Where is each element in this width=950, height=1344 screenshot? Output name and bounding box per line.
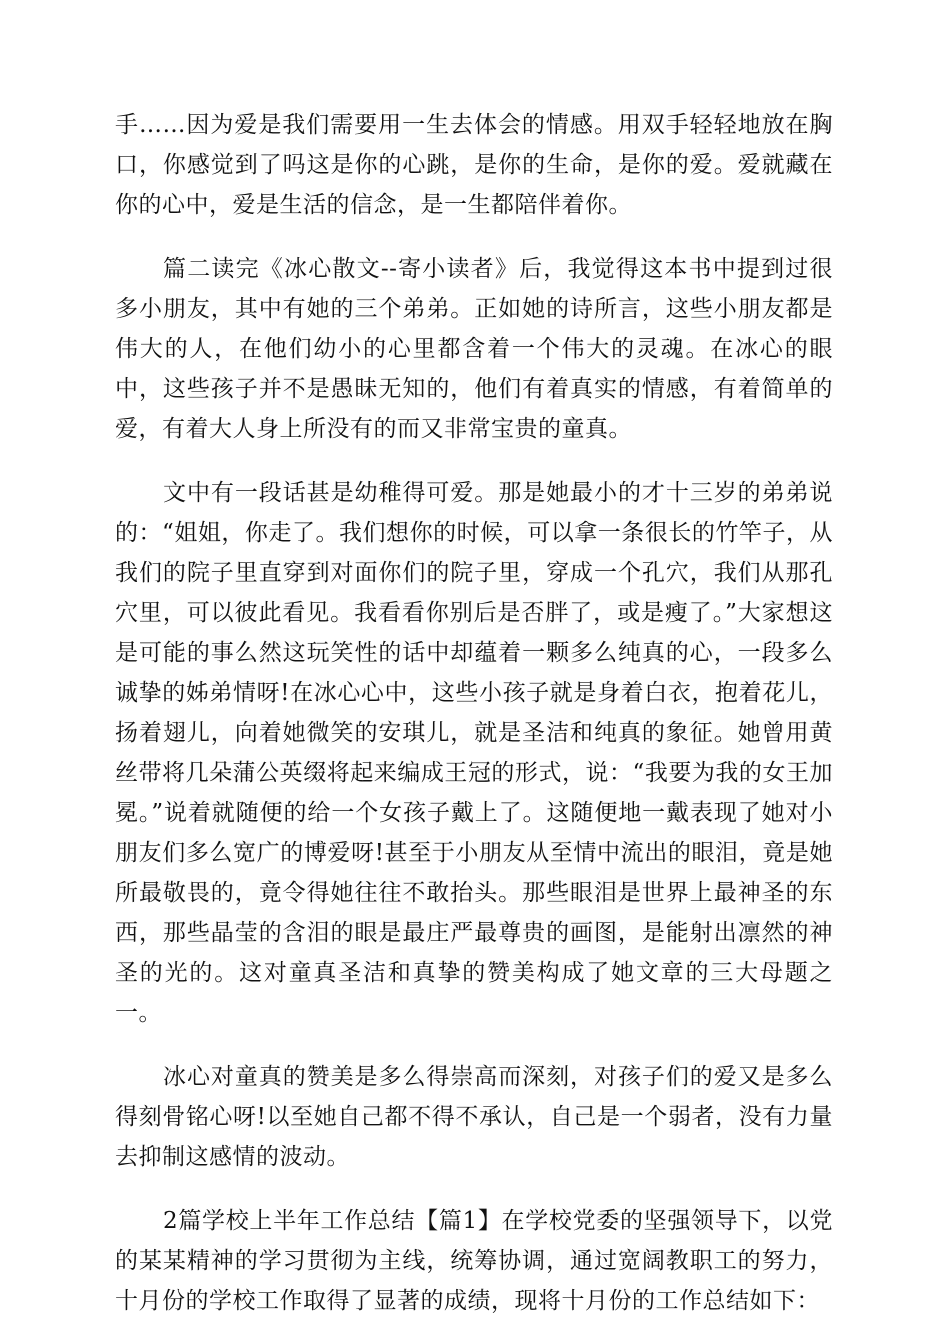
paragraph-quote: 文中有一段话甚是幼稚得可爱。那是她最小的才十三岁的弟弟说的：“姐姐，你走了。我们想你的时候，可以拿一条很长的竹竿子，从我们的院子里直穿到对面你们的院子里，穿成一个孔穴，我们从那孔穴里，可以彼此看见。我看看你别后是否胖了，或是瘦了。”大家想这是可能的事么然这玩笑性的话中却蕴着一颗多么纯真的心，一段多么诚挚的姊弟情呀!在冰心心中，这些小孩子就是身着白衣，抱着花儿，扬着翅儿，向着她微笑的安琪儿，就是圣洁和纯真的象征。她曾用黄丝带将几朵蒲公英缀将起来编成王冠的形式，说：“我要为我的女王加冕。”说着就随便的给一个女孩子戴上了。这随便地一戴表现了她对小朋友们多么宽广的博爱呀!甚至于小朋友从至情中流出的眼泪，竟是她所最敬畏的，竟令得她往往不敢抬头。那些眼泪是世界上最神圣的东西，那些晶莹的含泪的眼是最庄严最尊贵的画图，是能射出凛然的神圣的光的。这对童真圣洁和真挚的赞美构成了她文章的三大母题之一。 xyxy=(115,480,833,1026)
paragraph-conclusion: 冰心对童真的赞美是多么得崇高而深刻，对孩子们的爱又是多么得刻骨铭心呀!以至她自己都不得不承认，自己是一个弱者，没有力量去抑制这感情的波动。 xyxy=(115,1064,833,1170)
document-body xyxy=(115,105,833,1321)
paragraph-review-intro: 篇二读完《冰心散文--寄小读者》后，我觉得这本书中提到过很多小朋友，其中有她的三个弟弟。正如她的诗所言，这些小朋友都是伟大的人，在他们幼小的心里都含着一个伟大的灵魂。在冰心的眼中，这些孩子并不是愚昧无知的，他们有着真实的情感，有着简单的爱，有着大人身上所没有的而又非常宝贵的童真。 xyxy=(115,256,833,442)
paragraph-continuation: 手……因为爱是我们需要用一生去体会的情感。用双手轻轻地放在胸口，你感觉到了吗这是你的心跳，是你的生命，是你的爱。爱就藏在你的心中，爱是生活的信念，是一生都陪伴着你。 xyxy=(115,112,833,218)
paragraph-work-summary: 2篇学校上半年工作总结【篇1】在学校党委的坚强领导下，以党的某某精神的学习贯彻为主线，统筹协调，通过宽阔教职工的努力，十月份的学校工作取得了显著的成绩，现将十月份的工作总结如下： xyxy=(115,1208,833,1314)
